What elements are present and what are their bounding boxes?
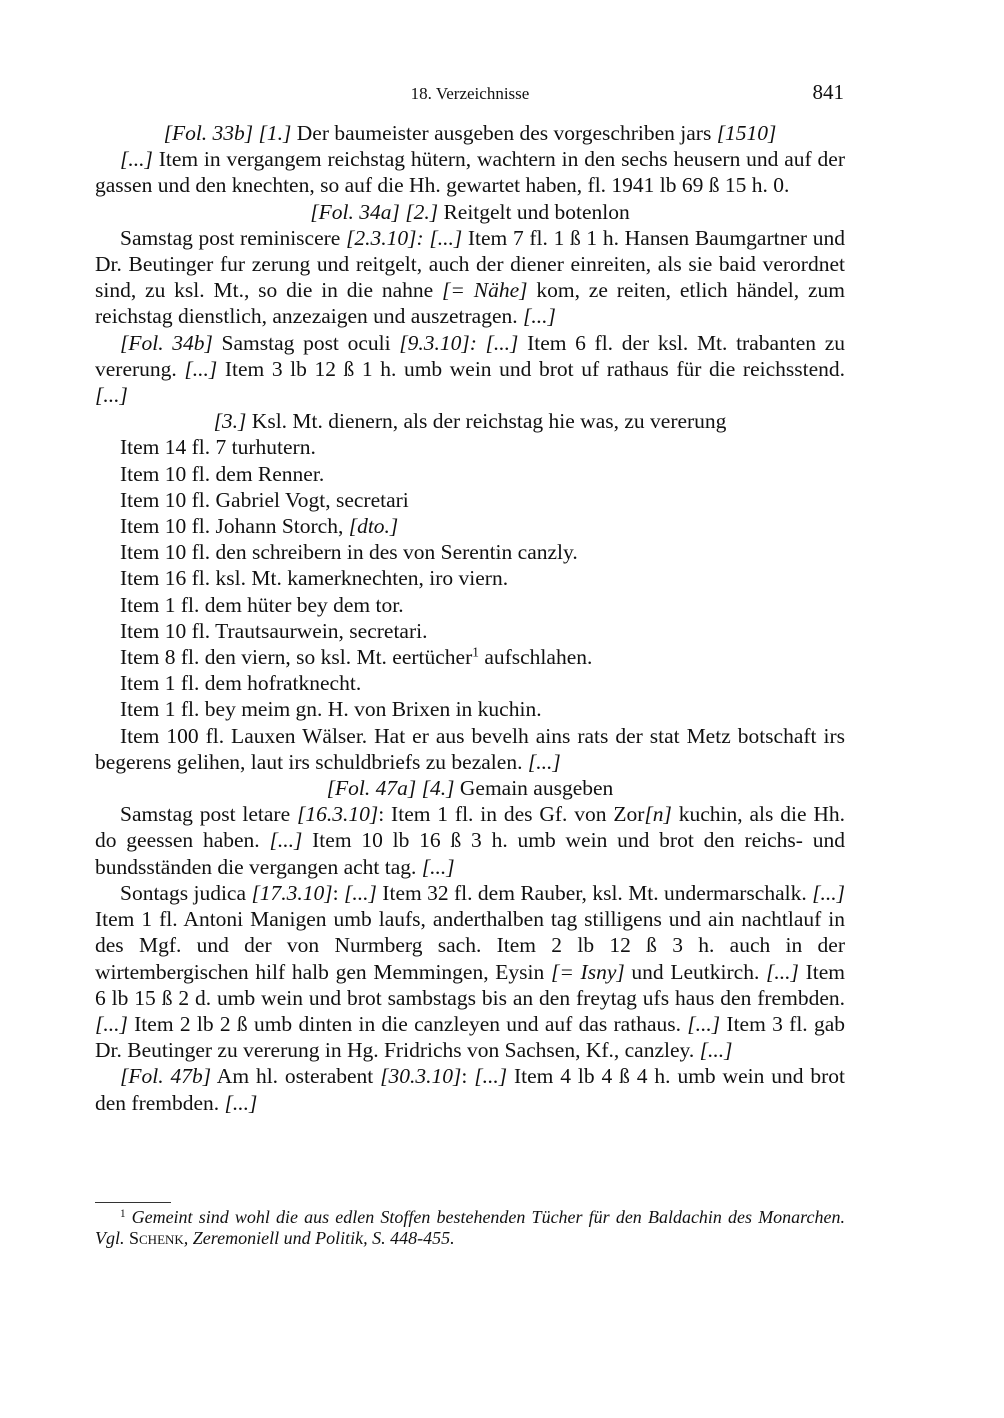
footnote-marker[interactable]: 1 <box>472 644 479 660</box>
gloss: [= Nähe] <box>442 278 528 303</box>
main-text <box>95 120 845 1116</box>
section-heading-3: [3.] Ksl. Mt. dienern, als der reichstag hie was, zu vererung <box>213 409 727 434</box>
footnote-number: 1 <box>120 1207 126 1220</box>
footnote-rule <box>95 1202 171 1203</box>
omission: [...] <box>344 880 377 905</box>
list-item: Item 10 fl. den schreibern in des von Serentin canzly. <box>120 540 578 565</box>
omission: [...] <box>421 854 455 879</box>
list-item: Item 10 fl. Gabriel Vogt, secretari <box>120 487 409 512</box>
paragraph: Samstag post reminiscere [2.3.10]: [...] Item 7 fl. 1 ß 1 h. Hansen Baumgartner und Dr. Beutinger fur zerung und reitgelt, auch der diener einreiten, als sie baid verordnet sind, zu ksl. Mt., so die in die nahne [= Nähe] kom, ze reiten, etlich händel, zum reichstag dienstlich, anzezaigen und auszetragen. [...] <box>95 225 845 329</box>
omission: [...] <box>699 1038 733 1063</box>
paragraph: Samstag post letare [16.3.10]: Item 1 fl. in des Gf. von Zor[n] kuchin, als die Hh. do geessen haben. [...] Item 10 lb 16 ß 3 h. umb wein und brot den reichs- und bundsständen die vergangen acht tag. [...] <box>95 802 846 879</box>
folio-ref: [Fol. 47a] [4.] <box>326 776 455 801</box>
omission: [...] <box>527 749 561 774</box>
paragraph: Sontags judica [17.3.10]: [...] Item 32 fl. dem Rauber, ksl. Mt. undermarschalk. [...] Item 1 fl. Antoni Manigen umb laufs, anderthalben tag stilligens und ain nachtlauf in des Mgf. und der von Nurmberg sach. Item 2 lb 12 ß 3 h. auch in der wirtembergischen hilf halb gen Memmingen, Eysin [= Isny] und Leutkirch. [...] Item 6 lb 15 ß 2 d. umb wein und brot sambstags bis an den freytag ufs haus den frembden. [...] Item 2 lb 2 ß umb dinten in die canzleyen und auf das rathaus. [...] Item 3 fl. gab Dr. Beutinger zu vererung in Hg. Fridrichs von Sachsen, Kf., canzley. [...] <box>95 880 845 1063</box>
section-ref: [3.] <box>213 409 247 434</box>
date-ref: [30.3.10] <box>380 1064 462 1089</box>
omission: [...] <box>523 304 556 329</box>
folio-ref: [Fol. 47b] <box>120 1064 212 1089</box>
paragraph: [...] Item in vergangem reichstag hütern, wachtern in den sechs heusern und auf der gassen und den knechten, so auf die Hh. gewartet haben, fl. 1941 lb 69 ß 15 h. 0. <box>95 147 845 198</box>
date-ref: [17.3.10] <box>251 880 333 905</box>
list-item: Item 1 fl. bey meim gn. H. von Brixen in kuchin. <box>120 697 542 722</box>
omission: [...] <box>224 1090 258 1115</box>
running-title: 18. Verzeichnisse <box>410 84 530 103</box>
omission: [...] <box>95 1011 128 1036</box>
list-item: Item 14 fl. 7 turhutern. <box>120 435 316 460</box>
paragraph: Item 100 fl. Lauxen Wälser. Hat er aus bevelh ains rats der stat Metz botschaft irs begerens gelihen, laut irs schuldbriefs zu bezalen. [...] <box>95 723 845 774</box>
omission: [...] <box>812 880 845 905</box>
list-item: Item 1 fl. dem hofratknecht. <box>120 671 362 696</box>
omission: [...] <box>184 356 218 381</box>
list-item: Item 10 fl. Johann Storch, [dto.] <box>120 514 399 539</box>
author-name: Schenk <box>129 1228 184 1248</box>
editorial-insert: [n] <box>644 802 672 827</box>
footnote: $^1$ Gemeint sind wohl die aus edlen Stoffen bestehenden Tücher für den Baldachin des Monarchen. Vgl. Schenk, Zeremoniell und Politik, S. 448-455. <box>95 1207 845 1248</box>
list-item: Item 1 fl. dem hüter bey dem tor. <box>120 592 404 617</box>
list-item: Item 10 fl. Trautsaurwein, secretari. <box>120 618 428 643</box>
gloss: [= Isny] <box>550 959 625 984</box>
date-ref: [9.3.10]: [...] <box>399 330 519 355</box>
list-item: Item 16 fl. ksl. Mt. kamerknechten, iro viern. <box>120 566 509 591</box>
folio-ref: [Fol. 34a] [2.] <box>310 199 439 224</box>
omission: [...] <box>766 959 799 984</box>
list-item: Item 8 fl. den viern, so ksl. Mt. eertücher$^1$ aufschlahen. <box>120 644 593 670</box>
date-ref: [2.3.10]: [...] <box>346 225 463 250</box>
folio-ref: [Fol. 34b] <box>120 330 213 355</box>
folio-ref: [Fol. 33b] [1.] <box>163 121 292 145</box>
section-heading-1: [Fol. 33b] [1.] Der baumeister ausgeben des vorgeschriben jars [1510] <box>163 121 777 145</box>
section-heading-2: [Fol. 34a] [2.] Reitgelt und botenlon <box>310 199 630 224</box>
omission: [...] <box>474 1064 508 1089</box>
list-item: Item 10 fl. dem Renner. <box>120 461 325 486</box>
paragraph: [Fol. 47b] Am hl. osterabent [30.3.10]: [...] Item 4 lb 4 ß 4 h. umb wein und brot den frembden. [...] <box>95 1064 845 1115</box>
page-number: 841 <box>812 80 844 104</box>
date-ref: [16.3.10] <box>297 802 379 827</box>
omission: [...] <box>120 147 153 172</box>
omission: [...] <box>687 1011 721 1036</box>
section-heading-4: [Fol. 47a] [4.] Gemain ausgeben <box>326 776 614 801</box>
paragraph: [Fol. 34b] Samstag post oculi [9.3.10]: [...] Item 6 fl. der ksl. Mt. trabanten zu vererung. [...] Item 3 lb 12 ß 1 h. umb wein und brot uf rathaus für die reichsstend. [...] <box>95 330 846 408</box>
running-head <box>0 80 1004 108</box>
omission: [...] <box>269 828 303 853</box>
omission: [...] <box>95 383 128 408</box>
editorial-note: [dto.] <box>348 514 399 539</box>
